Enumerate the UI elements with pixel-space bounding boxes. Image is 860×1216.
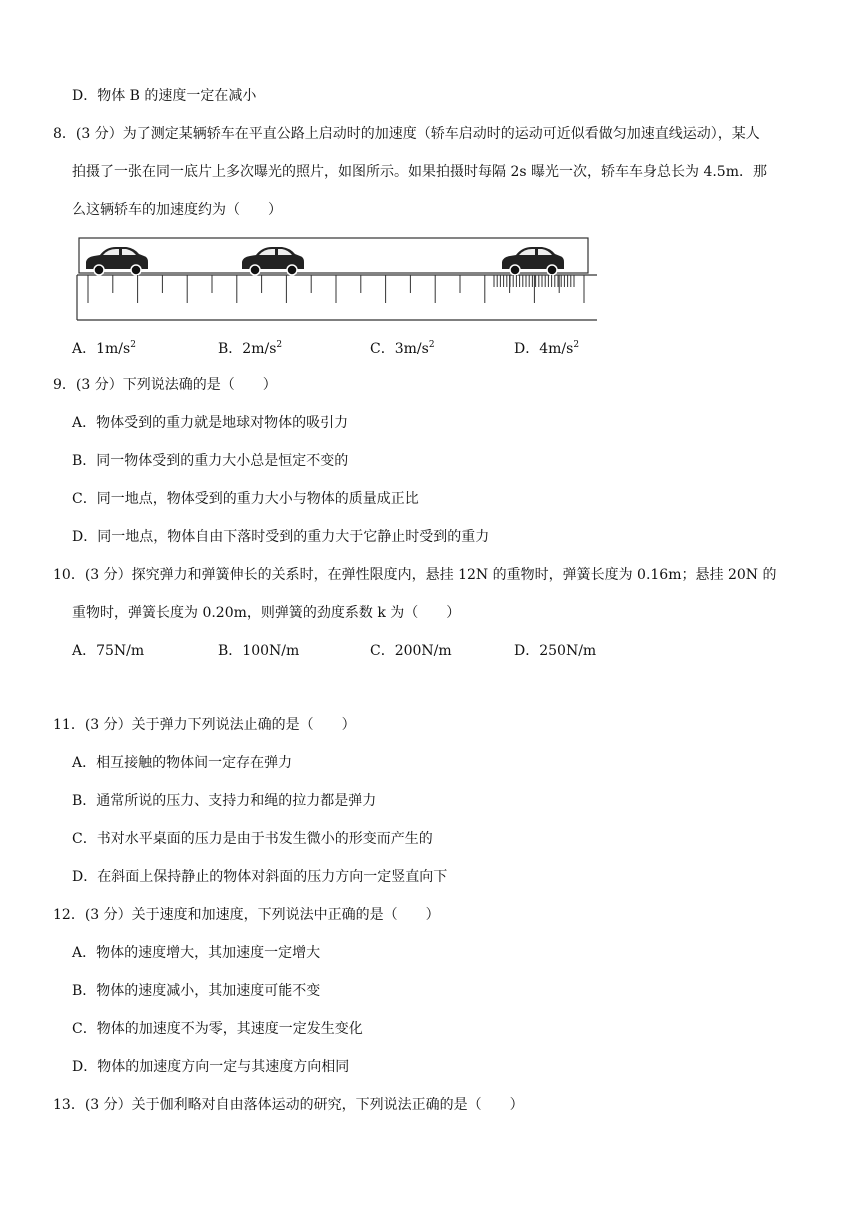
q11-option-a: A．相互接触的物体间一定存在弹力 [72,755,293,771]
q10-stem-line-2: 重物时，弹簧长度为 0.20m，则弹簧的劲度系数 k 为（ ） [72,605,461,621]
q8-photo-figure [76,237,600,323]
q9-option-b: B．同一物体受到的重力大小总是恒定不变的 [72,453,349,469]
q8-stem-line-2: 拍摄了一张在同一底片上多次曝光的照片，如图所示。如果拍摄时每隔 2s 曝光一次，轿车车身总长为 4.5m．那 [72,164,767,180]
q8-option-d: D．$4m/s^2$ [514,340,580,357]
q10-option-d: D．250N/m [514,643,597,659]
q11-option-c: C．书对水平桌面的压力是由于书发生微小的形变而产生的 [72,831,433,847]
car-icon [242,247,304,275]
q12-option-a: A．物体的速度增大，其加速度一定增大 [72,945,321,961]
q11-stem: 11．(3 分）关于弹力下列说法止确的是（ ） [53,717,356,733]
q11-option-b: B．通常所说的压力、支持力和绳的拉力都是弹力 [72,793,377,809]
q12-option-d: D．物体的加速度方向一定与其速度方向相同 [72,1059,350,1075]
q12-option-c: C．物体的加速度不为零，其速度一定发生变化 [72,1021,363,1037]
q8-stem-line-3: 么这辆轿车的加速度约为（ ） [72,202,282,218]
car-icon [86,247,148,275]
q12-stem: 12．(3 分）关于速度和加速度，下列说法中正确的是（ ） [53,907,440,923]
q9-option-a: A．物体受到的重力就是地球对物体的吸引力 [72,415,349,431]
ruler-scale [88,275,584,303]
q13-stem: 13．(3 分）关于伽利略对自由落体运动的研究，下列说法正确的是（ ） [53,1097,524,1113]
q9-stem: 9．(3 分）下列说法确的是（ ） [53,377,277,393]
q7-option-d: D．物体 B 的速度一定在减小 [72,88,257,104]
q8-option-c: C．$3m/s^2$ [370,340,435,357]
q9-option-c: C．同一地点，物体受到的重力大小与物体的质量成正比 [72,491,419,507]
q11-option-d: D．在斜面上保持静止的物体对斜面的压力方向一定竖直向下 [72,869,448,885]
car-icon [502,247,564,275]
q9-option-d: D．同一地点，物体自由下落时受到的重力大于它静止时受到的重力 [72,529,490,545]
q10-option-b: B．100N/m [218,643,300,659]
q8-option-b: B．$2m/s^2$ [218,340,283,357]
q10-stem-line-1: 10．(3 分）探究弹力和弹簧伸长的关系时，在弹性限度内，悬挂 12N 的重物时，弹簧长度为 0.16m；悬挂 20N 的 [53,567,777,583]
q10-option-a: A．75N/m [72,643,145,659]
q8-stem-line-1: 8．(3 分）为了测定某辆轿车在平直公路上启动时的加速度（轿车启动时的运动可近似看做匀加速直线运动），某人 [53,126,760,142]
q12-option-b: B．物体的速度减小，其加速度可能不变 [72,983,321,999]
q8-option-a: A．$1m/s^2$ [72,340,136,357]
q10-option-c: C．200N/m [370,643,452,659]
